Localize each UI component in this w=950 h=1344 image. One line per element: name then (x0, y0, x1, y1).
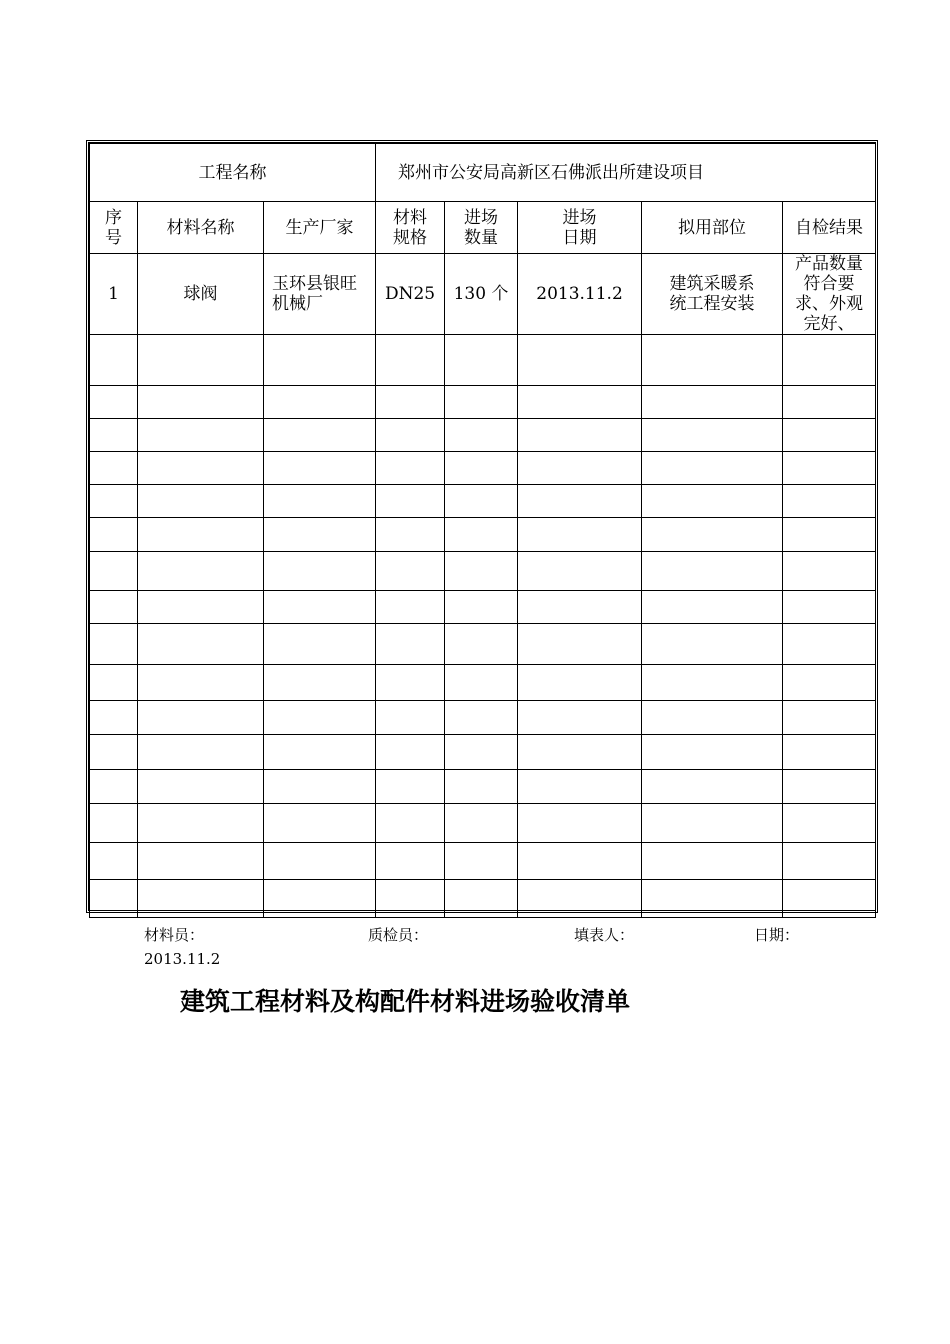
empty-row (90, 335, 876, 386)
empty-row (90, 804, 876, 843)
header-quantity: 进场 数量 (445, 202, 518, 254)
header-result: 自检结果 (783, 202, 876, 254)
empty-row (90, 880, 876, 918)
empty-row (90, 518, 876, 552)
header-location: 拟用部位 (642, 202, 783, 254)
empty-row (90, 419, 876, 452)
cell-material-name: 球阀 (138, 254, 264, 335)
empty-row (90, 591, 876, 624)
cell-quantity: 130 个 (445, 254, 518, 335)
table-row (90, 254, 876, 335)
cell-location: 建筑采暖系 统工程安装 (642, 254, 783, 335)
acceptance-table-frame (86, 140, 878, 913)
cell-seq: 1 (90, 254, 138, 335)
quality-inspector-label: 质检员： (368, 926, 429, 944)
cell-spec: DN25 (376, 254, 445, 335)
material-clerk-label: 材料员： (144, 926, 205, 944)
cell-date: 2013.11.2 (518, 254, 642, 335)
empty-row (90, 665, 876, 701)
header-material-name: 材料名称 (138, 202, 264, 254)
empty-row (90, 452, 876, 485)
empty-row (90, 701, 876, 735)
column-header-row (90, 202, 876, 254)
cell-manufacturer: 玉环县银旺 机械厂 (264, 254, 376, 335)
empty-row (90, 770, 876, 804)
header-seq: 序 号 (90, 202, 138, 254)
empty-row (90, 552, 876, 591)
acceptance-table (89, 143, 876, 918)
project-row (90, 144, 876, 202)
document-title: 建筑工程材料及构配件材料进场验收清单 (180, 987, 631, 1016)
header-date: 进场 日期 (518, 202, 642, 254)
filler-label: 填表人： (574, 926, 635, 944)
empty-row (90, 485, 876, 518)
empty-row (90, 843, 876, 880)
date-value: 2013.11.2 (144, 950, 221, 968)
empty-row (90, 624, 876, 665)
date-label: 日期： (754, 926, 800, 944)
project-name: 郑州市公安局高新区石佛派出所建设项目 (376, 144, 876, 202)
cell-result: 产品数量 符合要 求、外观 完好、 (783, 254, 876, 335)
header-manufacturer: 生产厂家 (264, 202, 376, 254)
header-spec: 材料 规格 (376, 202, 445, 254)
empty-row (90, 735, 876, 770)
empty-row (90, 386, 876, 419)
project-label: 工程名称 (90, 144, 376, 202)
